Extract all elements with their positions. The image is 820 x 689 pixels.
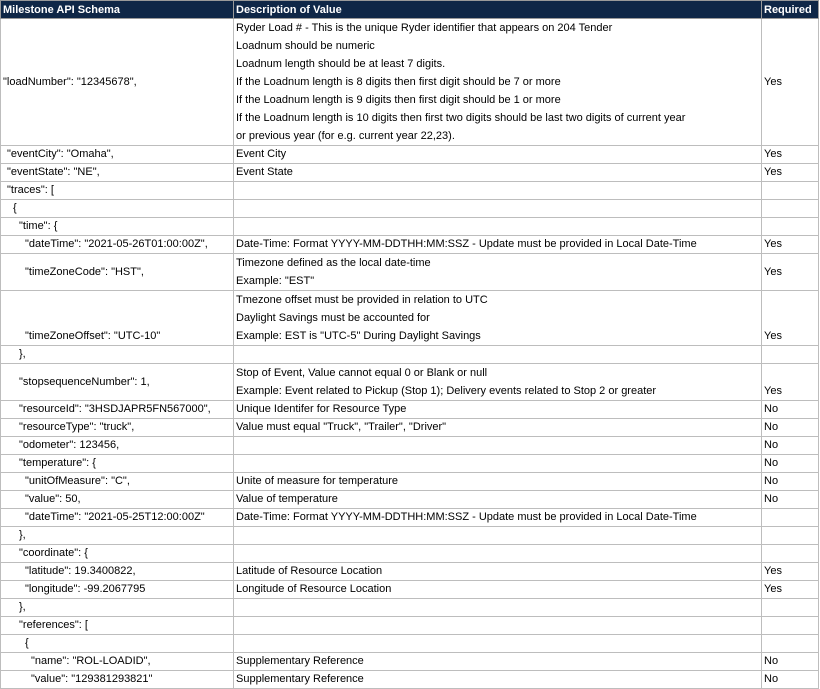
description-line: Timezone defined as the local date-time [236, 257, 431, 269]
table-row [1, 527, 819, 545]
schema-cell: "coordinate": { [1, 545, 234, 563]
description-cell: Latitude of Resource Location [234, 563, 762, 581]
description-cell: Unite of measure for temperature [234, 473, 762, 491]
table-row [1, 617, 819, 635]
description-cell: Supplementary Reference [234, 653, 762, 671]
table-row [1, 581, 819, 599]
schema-cell: "dateTime": "2021-05-26T01:00:00Z", [1, 236, 234, 254]
table-row [1, 563, 819, 581]
description-cell [234, 455, 762, 473]
table-row [1, 635, 819, 653]
description-cell: Event City [234, 146, 762, 164]
schema-cell: "timeZoneOffset": "UTC-10" [1, 291, 234, 346]
required-cell [762, 635, 819, 653]
required-cell [762, 617, 819, 635]
table-row [1, 164, 819, 182]
schema-cell: "timeZoneCode": "HST", [1, 254, 234, 291]
schema-cell: "temperature": { [1, 455, 234, 473]
table-row [1, 401, 819, 419]
schema-cell: }, [1, 527, 234, 545]
description-line: Example: "EST" [236, 275, 315, 287]
schema-cell: "odometer": 123456, [1, 437, 234, 455]
required-cell [762, 182, 819, 200]
description-cell [234, 218, 762, 236]
description-cell [234, 200, 762, 218]
header-schema: Milestone API Schema [1, 1, 234, 19]
required-cell: Yes [762, 236, 819, 254]
required-cell [762, 599, 819, 617]
schema-cell: "name": "ROL-LOADID", [1, 653, 234, 671]
schema-cell: "value": "129381293821" [1, 671, 234, 689]
description-cell [234, 599, 762, 617]
schema-cell: { [1, 200, 234, 218]
required-cell: No [762, 473, 819, 491]
table-row [1, 146, 819, 164]
header-row [1, 1, 819, 19]
description-cell [234, 364, 762, 401]
description-line: If the Loadnum length is 10 digits then first two digits should be last two digits of current year [236, 112, 686, 124]
required-cell: Yes [762, 19, 819, 146]
schema-cell: "value": 50, [1, 491, 234, 509]
description-cell [234, 635, 762, 653]
schema-cell: }, [1, 599, 234, 617]
table-row [1, 254, 819, 291]
required-cell: No [762, 653, 819, 671]
description-cell: Longitude of Resource Location [234, 581, 762, 599]
table-row [1, 419, 819, 437]
table-row [1, 437, 819, 455]
table-row [1, 455, 819, 473]
description-cell [234, 182, 762, 200]
description-cell: Value must equal "Truck", "Trailer", "Driver" [234, 419, 762, 437]
table-row [1, 346, 819, 364]
required-cell [762, 346, 819, 364]
description-line: Example: EST is "UTC-5" During Daylight Savings [236, 330, 481, 342]
required-cell: No [762, 401, 819, 419]
required-cell: Yes [762, 146, 819, 164]
description-line: If the Loadnum length is 8 digits then first digit should be 7 or more [236, 76, 561, 88]
schema-cell: "time": { [1, 218, 234, 236]
description-line: Ryder Load # - This is the unique Ryder identifier that appears on 204 Tender [236, 22, 613, 34]
description-line: or previous year (for e.g. current year 22,23). [236, 130, 455, 142]
required-cell: Yes [762, 164, 819, 182]
required-cell: No [762, 671, 819, 689]
description-cell [234, 437, 762, 455]
required-cell: No [762, 455, 819, 473]
description-cell: Unique Identifer for Resource Type [234, 401, 762, 419]
schema-cell: "eventState": "NE", [1, 164, 234, 182]
required-cell [762, 527, 819, 545]
description-cell [234, 527, 762, 545]
table-row [1, 291, 819, 346]
schema-cell: { [1, 635, 234, 653]
schema-cell: "resourceType": "truck", [1, 419, 234, 437]
header-description: Description of Value [234, 1, 762, 19]
description-cell [234, 291, 762, 346]
schema-cell: "unitOfMeasure": "C", [1, 473, 234, 491]
schema-cell: "longitude": -99.2067795 [1, 581, 234, 599]
description-cell: Date-Time: Format YYYY-MM-DDTHH:MM:SSZ - Update must be provided in Local Date-Time [234, 236, 762, 254]
table-row [1, 236, 819, 254]
description-line: Loadnum should be numeric [236, 40, 375, 52]
required-cell: Yes [762, 563, 819, 581]
description-cell: Supplementary Reference [234, 671, 762, 689]
description-cell [234, 617, 762, 635]
schema-cell: "references": [ [1, 617, 234, 635]
table-row [1, 671, 819, 689]
description-cell [234, 19, 762, 146]
table-row [1, 182, 819, 200]
description-cell [234, 254, 762, 291]
schema-cell: "traces": [ [1, 182, 234, 200]
description-cell: Value of temperature [234, 491, 762, 509]
table-row [1, 545, 819, 563]
required-cell [762, 545, 819, 563]
required-cell: No [762, 491, 819, 509]
description-line: If the Loadnum length is 9 digits then first digit should be 1 or more [236, 94, 561, 106]
schema-cell: "stopsequenceNumber": 1, [1, 364, 234, 401]
description-cell: Event State [234, 164, 762, 182]
required-cell [762, 200, 819, 218]
table-row [1, 19, 819, 146]
description-cell [234, 346, 762, 364]
required-cell [762, 218, 819, 236]
required-cell: Yes [762, 581, 819, 599]
required-cell: Yes [762, 254, 819, 291]
schema-cell: "resourceId": "3HSDJAPR5FN567000", [1, 401, 234, 419]
table-row [1, 509, 819, 527]
table-row [1, 599, 819, 617]
required-cell: Yes [762, 364, 819, 401]
required-cell: Yes [762, 291, 819, 346]
required-cell [762, 509, 819, 527]
table-row [1, 218, 819, 236]
table-row [1, 491, 819, 509]
schema-cell: "loadNumber": "12345678", [1, 19, 234, 146]
header-required: Required [762, 1, 819, 19]
description-line: Stop of Event, Value cannot equal 0 or Blank or null [236, 367, 488, 379]
schema-cell: }, [1, 346, 234, 364]
table-row [1, 653, 819, 671]
description-line: Daylight Savings must be accounted for [236, 312, 430, 324]
schema-cell: "dateTime": "2021-05-25T12:00:00Z" [1, 509, 234, 527]
description-cell [234, 545, 762, 563]
schema-cell: "eventCity": "Omaha", [1, 146, 234, 164]
table-row [1, 200, 819, 218]
table-row [1, 364, 819, 401]
description-line: Tmezone offset must be provided in relation to UTC [236, 294, 488, 306]
description-cell: Date-Time: Format YYYY-MM-DDTHH:MM:SSZ - Update must be provided in Local Date-Time [234, 509, 762, 527]
table-row [1, 473, 819, 491]
required-cell: No [762, 419, 819, 437]
description-line: Loadnum length should be at least 7 digits. [236, 58, 446, 70]
schema-cell: "latitude": 19.3400822, [1, 563, 234, 581]
required-cell: No [762, 437, 819, 455]
description-line: Example: Event related to Pickup (Stop 1); Delivery events related to Stop 2 or greater [236, 385, 657, 397]
